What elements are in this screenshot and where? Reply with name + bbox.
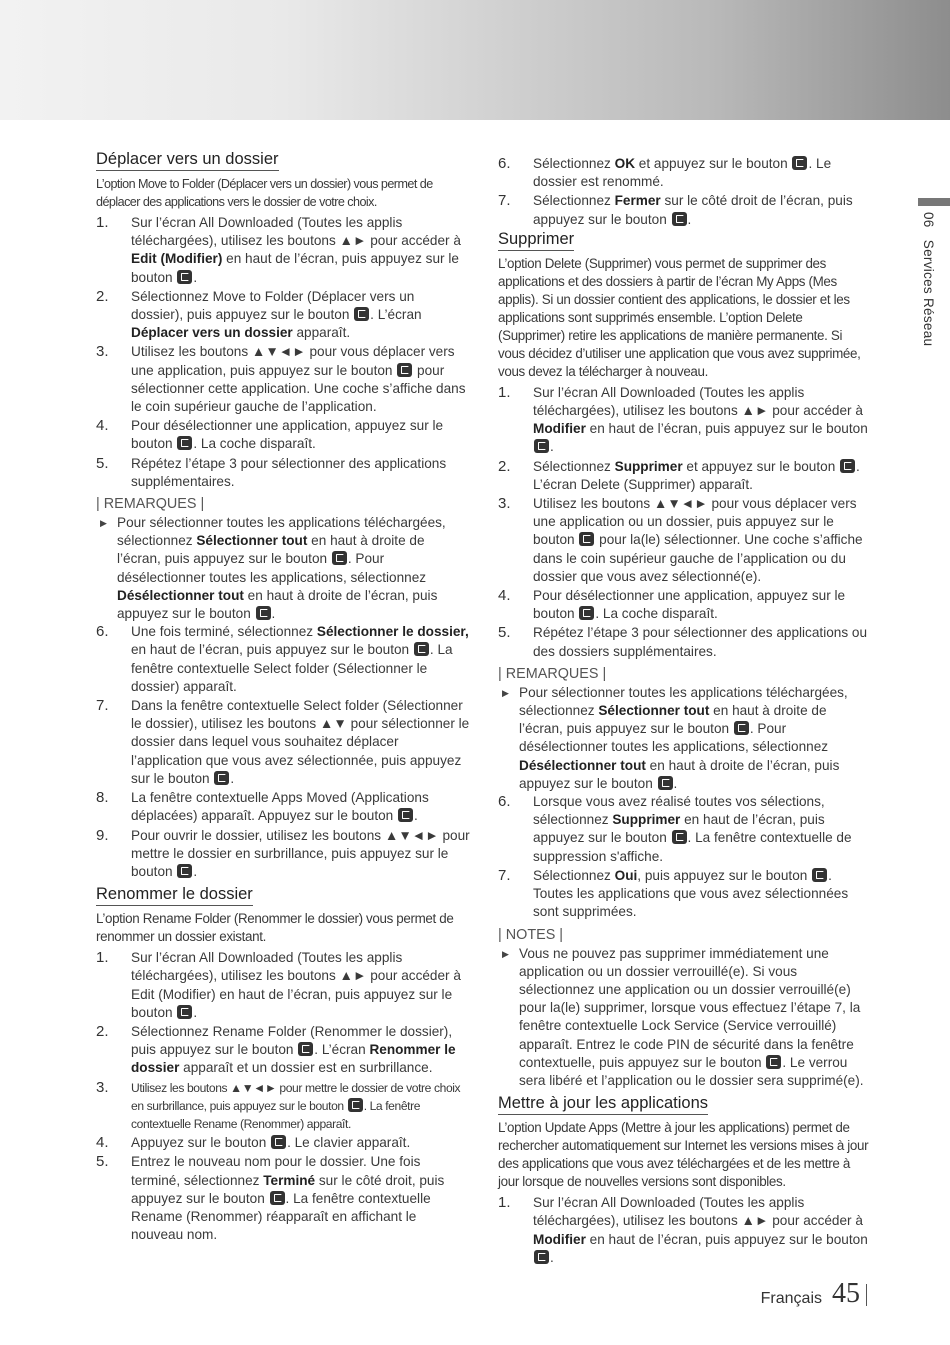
notes-heading: | REMARQUES | (96, 496, 205, 513)
note-item (96, 514, 470, 623)
section-move-to-folder (96, 150, 470, 881)
step-item (498, 624, 872, 660)
step-item (96, 1153, 470, 1244)
step-item (96, 214, 470, 287)
step-number: 5. (96, 1153, 109, 1171)
step-text: La fenêtre contextuelle Apps Moved (Applications déplacées) apparaît. Appuyez sur le bouton . (131, 790, 429, 824)
step-item (96, 417, 470, 453)
step-text: Utilisez les boutons ▲▼◄► pour vous déplacer vers une application, puis appuyez sur le bouton pour sélectionner cette application. Une coche s’affiche dans le coin supérieur gauche de l’application. (131, 344, 466, 415)
step-text: Lorsque vous avez réalisé toutes vos sélections, sélectionnez Supprimer en haut de l’écran, puis appuyez sur le bouton . La fenêtre contextuelle de suppression s'affiche. (533, 794, 852, 864)
step-item (96, 1079, 470, 1134)
step-item (96, 697, 470, 788)
enter-button-icon (177, 270, 192, 284)
step-number: 1. (96, 214, 109, 231)
step-item (498, 384, 872, 457)
steps-list (498, 384, 872, 661)
step-item (498, 458, 872, 494)
enter-button-icon (177, 1005, 192, 1019)
enter-button-icon (354, 307, 369, 321)
step-text: Sélectionnez Rename Folder (Renommer le dossier), puis appuyez sur le bouton . L’écran Renommer le dossier apparaît et un dossier est en surbrillance. (131, 1023, 456, 1076)
header-banner (0, 0, 950, 120)
step-number: 5. (498, 624, 511, 642)
step-number: 4. (96, 1134, 109, 1152)
step-item (498, 1194, 872, 1267)
step-text: Sélectionnez Fermer sur le côté droit de l’écran, puis appuyez sur le bouton . (533, 193, 853, 227)
step-number: 1. (498, 1194, 511, 1212)
note-text: Pour sélectionner toutes les applications téléchargées, sélectionnez Sélectionner tout en haut à droite de l’écran, puis appuyez sur le bouton . Pour désélectionner toutes les applications, sélectionnez Désélectionner tout en haut à droite de l’écran, puis appuyez sur le bouton . (519, 684, 848, 791)
note-item (498, 684, 872, 793)
step-number: 7. (498, 866, 511, 884)
step-number: 6. (498, 155, 511, 172)
steps-list (498, 155, 872, 229)
enter-button-icon (534, 439, 549, 453)
step-number: 2. (498, 457, 511, 475)
step-number: 6. (96, 623, 109, 641)
enter-button-icon (792, 156, 807, 170)
step-number: 7. (498, 192, 511, 210)
step-text: Sur l’écran All Downloaded (Toutes les applis téléchargées), utilisez les boutons ▲► pour accéder à Modifier en haut de l’écran, puis appuyez sur le bouton . (533, 1195, 868, 1265)
section-delete (498, 230, 872, 1090)
step-number: 9. (96, 826, 109, 844)
enter-button-icon (840, 459, 855, 473)
step-text: Sur l’écran All Downloaded (Toutes les applis téléchargées), utilisez les boutons ▲► pour accéder à Edit (Modifier) en haut de l’écran, puis appuyez sur le bouton . (131, 215, 461, 285)
step-text: Pour désélectionner une application, appuyez sur le bouton . La coche disparaît. (533, 588, 846, 622)
step-item (498, 587, 872, 623)
chapter-number: 06 (921, 212, 936, 228)
footer-divider (866, 1284, 867, 1306)
notes-heading: | REMARQUES | (498, 665, 607, 682)
steps-list (498, 1194, 872, 1267)
step-number: 1. (96, 949, 109, 967)
enter-button-icon (812, 868, 827, 882)
note-text: Pour sélectionner toutes les applications téléchargées, sélectionnez Sélectionner tout en haut à droite de l’écran, puis appuyez sur le bouton . Pour désélectionner toutes les applications, sélectionnez Désélectionner tout en haut à droite de l’écran, puis appuyez sur le bouton . (117, 515, 446, 622)
enter-button-icon (256, 606, 271, 620)
enter-button-icon (734, 721, 749, 735)
enter-button-icon (579, 606, 594, 620)
steps-list (498, 793, 872, 921)
bullet-arrow-icon: ▶ (100, 518, 107, 529)
chapter-tab-marker (918, 198, 950, 206)
note-item (498, 945, 872, 1091)
enter-button-icon (348, 1098, 363, 1112)
notes-heading: | NOTES | (498, 926, 564, 943)
bullet-arrow-icon: ▶ (502, 687, 509, 698)
steps-list (96, 949, 470, 1244)
enter-button-icon (332, 551, 347, 565)
footer-language: Français (760, 1290, 822, 1307)
step-text: Une fois terminé, sélectionnez Sélectionner le dossier, en haut de l’écran, puis appuyez sur le bouton . La fenêtre contextuelle Select folder (Sélectionner le dossier) apparaît. (131, 624, 469, 694)
step-text: Sélectionnez Supprimer et appuyez sur le bouton . L’écran Delete (Supprimer) apparaît. (533, 458, 860, 492)
section-update-apps (498, 1094, 872, 1267)
step-text: Utilisez les boutons ▲▼◄► pour vous déplacer vers une application ou un dossier, puis appuyez sur le bouton pour la(le) sélectionner. Une coche s’affiche dans le coin supérieur gauche de l’application ou du dossier que vous avez sélectionné(e). (533, 496, 863, 584)
section-intro: L’option Delete (Supprimer) vous permet de supprimer des applications et des dossiers à partir de l’écran My Apps (Mes applis). Si un dossier contient des applications, le dossier et les applications sont supprimés ensemble. L’option Delete (Supprimer) retire les applications de manière permanente. Si vous décidez d’utiliser une application que vous avez supprimée, vous devez la télécharger à nouveau. (498, 255, 861, 379)
step-text: Répétez l’étape 3 pour sélectionner des applications ou des dossiers supplémentaires. (533, 625, 868, 659)
step-item (96, 1023, 470, 1078)
step-text: Entrez le nouveau nom pour le dossier. Une fois terminé, sélectionnez Terminé sur le côté droit, puis appuyez sur le bouton . La fenêtre contextuelle Rename (Renommer) réapparaît en affichant le nouveau nom. (131, 1154, 445, 1243)
step-item (498, 192, 872, 228)
step-item (96, 343, 470, 416)
enter-button-icon (766, 1055, 781, 1069)
enter-button-icon (672, 830, 687, 844)
step-number: 2. (96, 1022, 109, 1040)
step-item (96, 455, 470, 491)
enter-button-icon (271, 1135, 286, 1149)
step-number: 3. (96, 1078, 109, 1096)
enter-button-icon (534, 1250, 549, 1264)
step-item (498, 155, 872, 191)
enter-button-icon (672, 212, 687, 226)
enter-button-icon (298, 1042, 313, 1056)
enter-button-icon (270, 1191, 285, 1205)
chapter-title: Services Réseau (921, 239, 936, 347)
step-item (498, 867, 872, 922)
section-title: Renommer le dossier (96, 885, 253, 906)
section-intro: L’option Update Apps (Mettre à jour les applications) permet de rechercher automatiquement sur Internet les versions mises à jour des applications que vous avez téléchargées et de les mettre à jour lorsque de nouvelles versions sont disponibles. (498, 1120, 869, 1190)
section-title: Mettre à jour les applications (498, 1094, 708, 1115)
bullet-arrow-icon: ▶ (502, 948, 509, 959)
step-number: 4. (96, 417, 109, 435)
step-text: Répétez l’étape 3 pour sélectionner des applications supplémentaires. (131, 455, 447, 489)
step-text: Sur l’écran All Downloaded (Toutes les applis téléchargées), utilisez les boutons ▲► pour accéder à Edit (Modifier) en haut de l’écran, puis appuyez sur le bouton . (131, 950, 461, 1020)
step-number: 8. (96, 789, 109, 807)
step-text: Dans la fenêtre contextuelle Select folder (Sélectionner le dossier), utilisez les boutons ▲▼ pour sélectionner le dossier dans lequel vous souhaitez déplacer l’application que vous avez sélectionnée, puis appuyez sur le bouton . (131, 698, 470, 786)
step-text: Sélectionnez Oui, puis appuyez sur le bouton . Toutes les applications que vous avez sélectionnées sont supprimées. (533, 867, 849, 920)
page-number: 45 (832, 1278, 860, 1309)
enter-button-icon (177, 864, 192, 878)
step-item (96, 827, 470, 882)
step-item (498, 495, 872, 586)
enter-button-icon (177, 436, 192, 450)
step-text: Sélectionnez OK et appuyez sur le bouton . Le dossier est renommé. (533, 156, 832, 190)
step-item (498, 793, 872, 866)
step-text: Sélectionnez Move to Folder (Déplacer vers un dossier), puis appuyez sur le bouton . L’écran Déplacer vers un dossier apparaît. (131, 288, 422, 341)
step-number: 3. (96, 343, 109, 361)
section-rename-folder (96, 885, 470, 1244)
section-intro: L’option Move to Folder (Déplacer vers un dossier) vous permet de déplacer des applications vers le dossier de votre choix. (96, 177, 433, 209)
left-column (96, 150, 470, 1248)
step-item (96, 623, 470, 696)
step-number: 4. (498, 587, 511, 605)
step-text: Pour désélectionner une application, appuyez sur le bouton . La coche disparaît. (131, 418, 444, 452)
enter-button-icon (579, 532, 594, 546)
step-item (96, 789, 470, 825)
step-number: 6. (498, 793, 511, 811)
step-number: 7. (96, 697, 109, 715)
chapter-label (921, 212, 936, 346)
steps-list (96, 623, 470, 881)
step-number: 2. (96, 287, 109, 305)
step-text: Pour ouvrir le dossier, utilisez les boutons ▲▼◄► pour mettre le dossier en surbrillance, puis appuyez sur le bouton . (131, 827, 470, 879)
step-item (96, 949, 470, 1022)
step-number: 3. (498, 495, 511, 513)
step-item (96, 1134, 470, 1152)
enter-button-icon (397, 363, 412, 377)
steps-list (96, 214, 470, 491)
enter-button-icon (214, 771, 229, 785)
step-number: 1. (498, 383, 511, 401)
section-intro: L’option Rename Folder (Renommer le dossier) vous permet de renommer un dossier existant. (96, 911, 454, 945)
section-title: Supprimer (498, 230, 574, 251)
enter-button-icon (658, 776, 673, 790)
enter-button-icon (414, 642, 429, 656)
right-column (498, 155, 872, 1271)
step-item (96, 288, 470, 343)
enter-button-icon (398, 808, 413, 822)
step-text: Sur l’écran All Downloaded (Toutes les applis téléchargées), utilisez les boutons ▲► pour accéder à Modifier en haut de l’écran, puis appuyez sur le bouton . (533, 384, 868, 455)
step-text: Appuyez sur le bouton . Le clavier apparaît. (131, 1135, 411, 1151)
step-text: Utilisez les boutons ▲▼◄► pour mettre le dossier de votre choix en surbrillance, puis appuyez sur le bouton . La fenêtre contextuelle Rename (Renommer) apparaît. (131, 1080, 461, 1131)
step-number: 5. (96, 454, 109, 472)
note-text: Vous ne pouvez pas supprimer immédiatement une application ou un dossier verrouillé(e). Si vous sélectionnez une application ou un dossier verrouillé(e) pour la(le) supprimer, lorsque vous effectuez l’étape 7, la fenêtre contextuelle Lock Service (Service verrouillé) apparaît. Entrez le code PIN de sécurité dans la fenêtre contextuelle, puis appuyez sur le bouton . Le verrou sera libéré et l’application ou le dossier sera supprimé(e). (519, 945, 864, 1088)
section-title: Déplacer vers un dossier (96, 150, 279, 171)
